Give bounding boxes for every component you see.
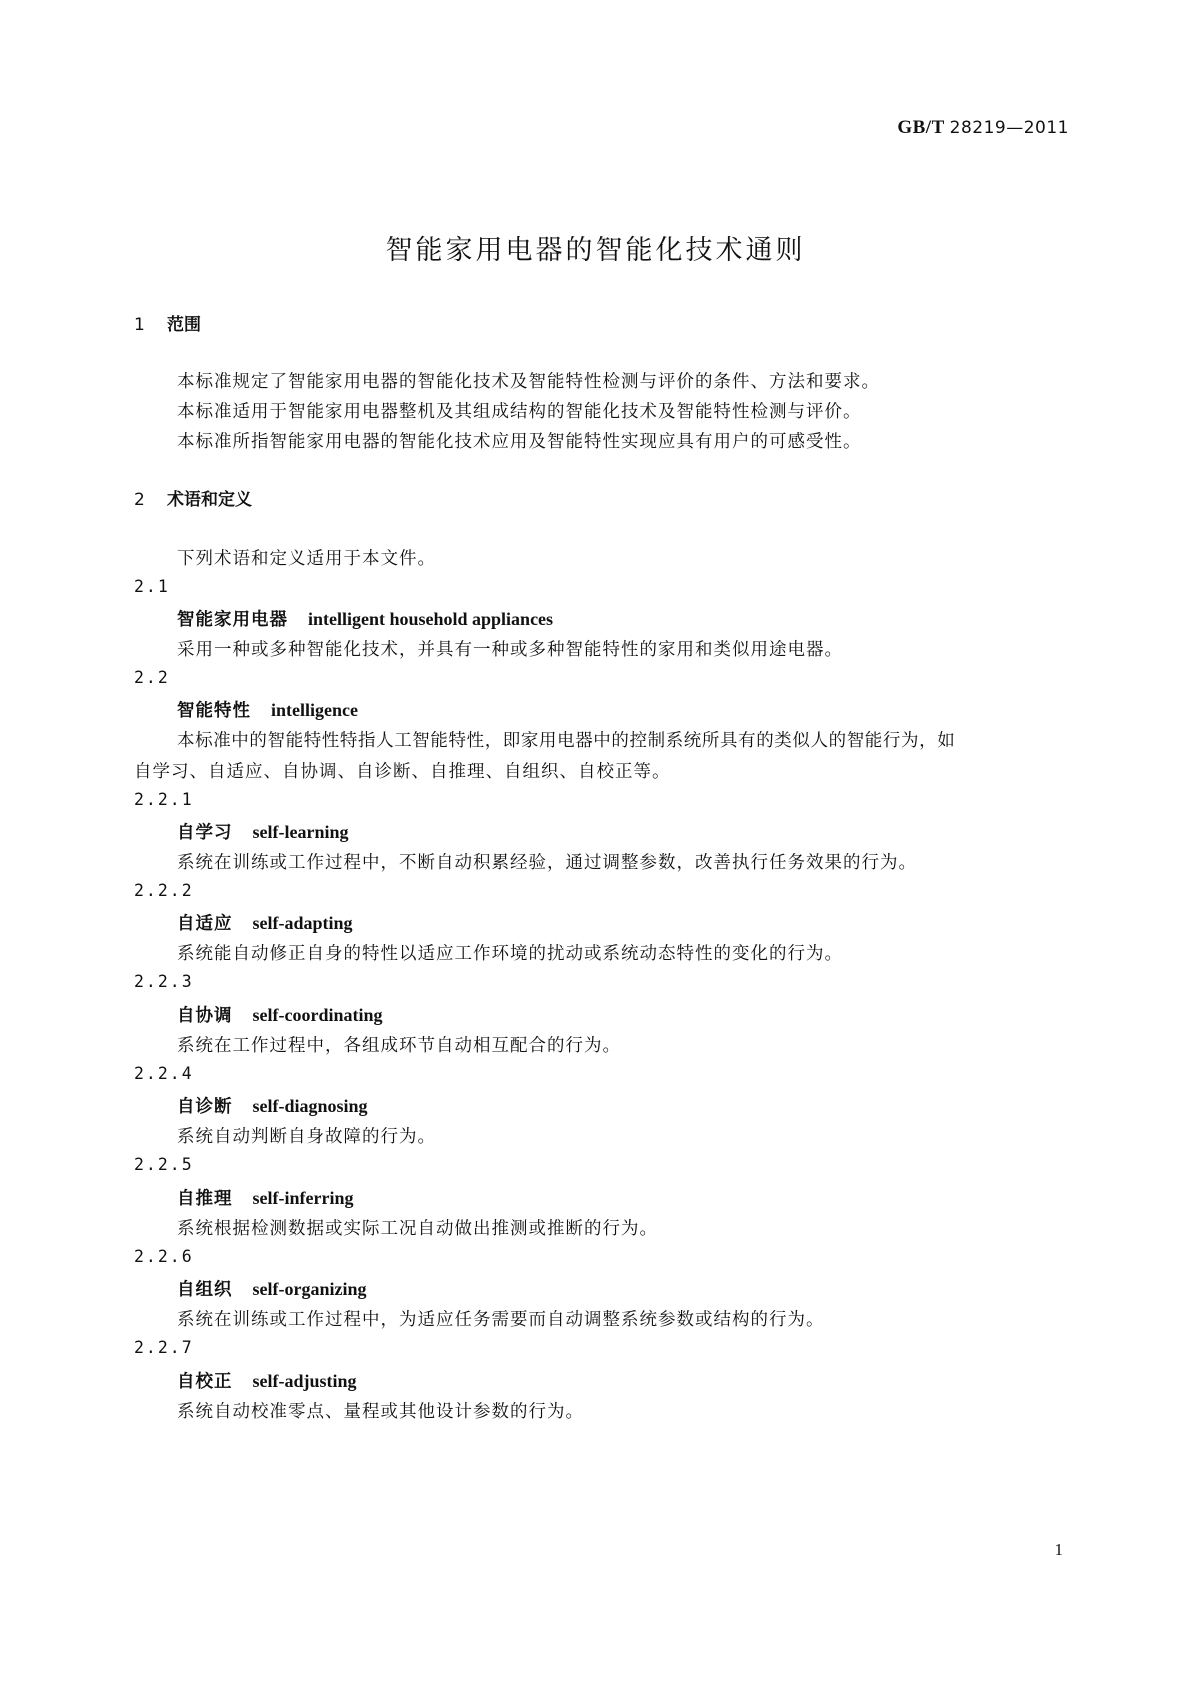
section-2-intro: 下列术语和定义适用于本文件。 <box>177 549 436 569</box>
term-chinese: 智能特性 <box>177 701 251 721</box>
term-chinese: 自诊断 <box>177 1097 233 1117</box>
term <box>177 1276 367 1301</box>
clause-number: 2.2.4 <box>134 1064 194 1083</box>
clause-number: 2.1 <box>134 577 170 596</box>
page-number: 1 <box>1054 1540 1063 1559</box>
standard-number: 28219—2011 <box>949 118 1069 138</box>
term <box>177 1002 383 1027</box>
section-2-title: 术语和定义 <box>167 490 252 510</box>
term-chinese: 自组织 <box>177 1280 233 1300</box>
term <box>177 910 353 935</box>
term <box>177 1093 368 1118</box>
standard-code <box>897 117 1069 139</box>
clause-number: 2.2.2 <box>134 881 194 900</box>
term-english: self-adapting <box>252 913 353 933</box>
clause-number: 2.2.3 <box>134 972 194 991</box>
term-definition: 系统在训练或工作过程中，为适应任务需要而自动调整系统参数或结构的行为。 <box>177 1310 825 1330</box>
section-2-number: 2 <box>134 490 145 510</box>
clause-number: 2.2.7 <box>134 1338 194 1357</box>
standard-prefix: GB/T <box>897 117 945 138</box>
term-english: self-learning <box>252 822 349 842</box>
section-1-title: 范围 <box>167 315 201 335</box>
term-definition: 系统在训练或工作过程中，不断自动积累经验，通过调整参数，改善执行任务效果的行为。 <box>177 853 917 873</box>
term-definition: 系统自动判断自身故障的行为。 <box>177 1127 436 1147</box>
term-chinese: 自协调 <box>177 1006 233 1026</box>
term <box>177 606 553 631</box>
term-english: self-adjusting <box>252 1371 357 1391</box>
term-definition: 采用一种或多种智能化技术，并具有一种或多种智能特性的家用和类似用途电器。 <box>177 640 843 660</box>
term-english: self-inferring <box>252 1188 354 1208</box>
term-chinese: 自学习 <box>177 823 233 843</box>
term-chinese: 自适应 <box>177 914 233 934</box>
term-english: self-organizing <box>252 1279 367 1299</box>
term <box>177 819 349 844</box>
section-2-heading <box>134 485 252 510</box>
section-1-paragraph: 本标准规定了智能家用电器的智能化技术及智能特性检测与评价的条件、方法和要求。 <box>177 372 880 392</box>
section-1-paragraph: 本标准适用于智能家用电器整机及其组成结构的智能化技术及智能特性检测与评价。 <box>177 402 862 422</box>
term-chinese: 自推理 <box>177 1189 233 1209</box>
term-english: intelligent household appliances <box>308 609 554 629</box>
document-title: 智能家用电器的智能化技术通则 <box>385 235 806 266</box>
term-chinese: 智能家用电器 <box>177 610 288 630</box>
clause-number: 2.2.5 <box>134 1155 194 1174</box>
term <box>177 1185 353 1210</box>
section-1-heading <box>134 310 201 335</box>
clause-number: 2.2.1 <box>134 790 194 809</box>
term <box>177 1368 357 1393</box>
term-english: intelligence <box>271 700 358 720</box>
clause-number: 2.2 <box>134 668 170 687</box>
term-english: self-coordinating <box>252 1005 383 1025</box>
section-1-paragraph: 本标准所指智能家用电器的智能化技术应用及智能特性实现应具有用户的可感受性。 <box>177 432 862 452</box>
term-definition: 系统根据检测数据或实际工况自动做出推测或推断的行为。 <box>177 1219 658 1239</box>
term-definition: 本标准中的智能特性特指人工智能特性，即家用电器中的控制系统所具有的类似人的智能行为，如 <box>177 731 956 751</box>
term <box>177 697 358 722</box>
clause-number: 2.2.6 <box>134 1247 194 1266</box>
term-chinese: 自校正 <box>177 1372 233 1392</box>
term-english: self-diagnosing <box>252 1096 368 1116</box>
term-definition: 系统能自动修正自身的特性以适应工作环境的扰动或系统动态特性的变化的行为。 <box>177 944 843 964</box>
term-definition-continued: 自学习、自适应、自协调、自诊断、自推理、自组织、自校正等。 <box>134 762 671 782</box>
section-1-number: 1 <box>134 315 145 335</box>
term-definition: 系统在工作过程中，各组成环节自动相互配合的行为。 <box>177 1036 621 1056</box>
term-definition: 系统自动校准零点、量程或其他设计参数的行为。 <box>177 1402 584 1422</box>
